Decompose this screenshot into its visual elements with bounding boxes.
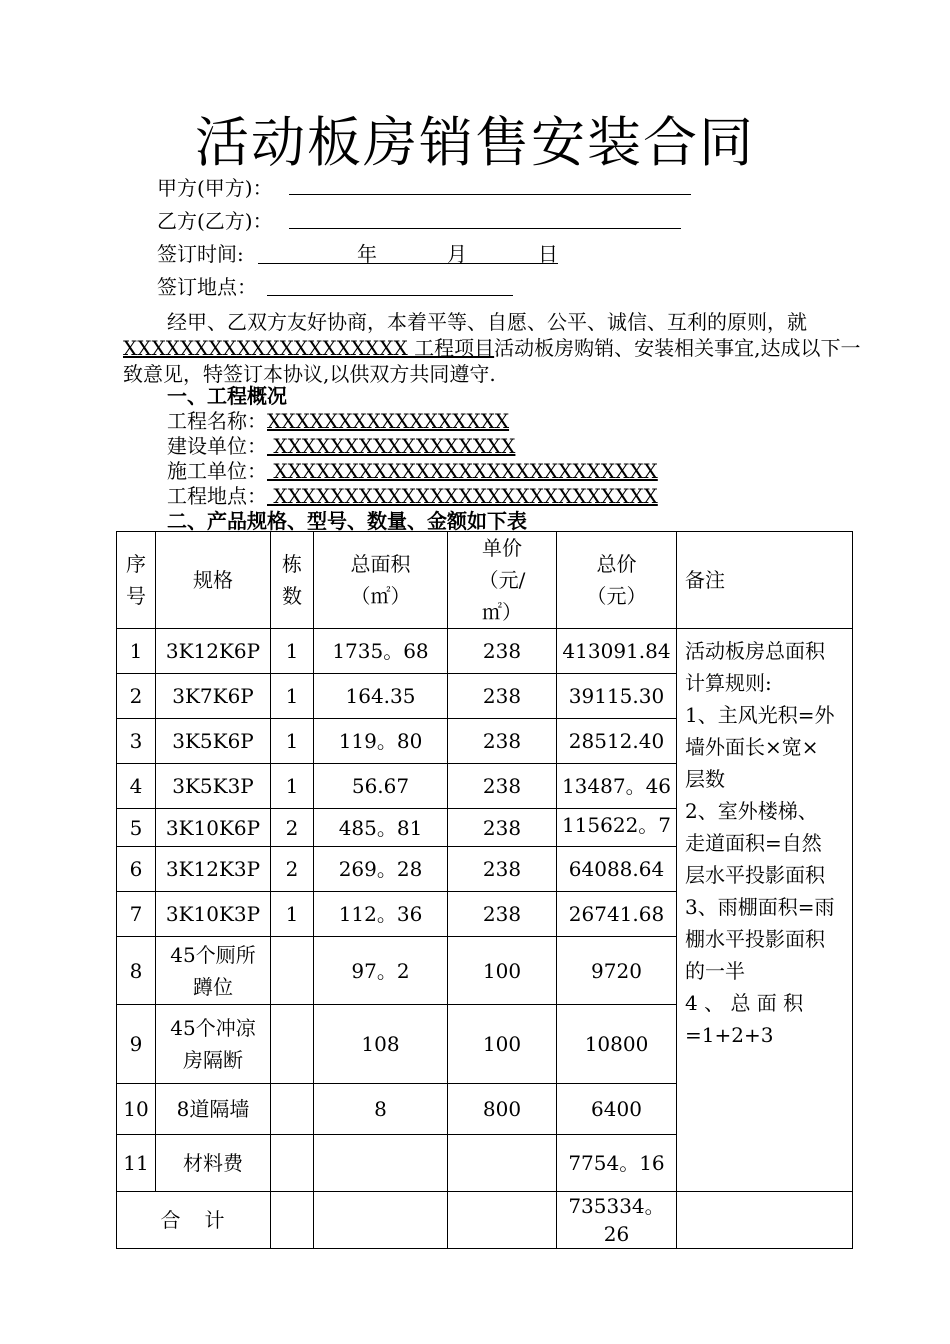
info-contractor — [167, 459, 658, 484]
info-label: 工程地点： — [167, 484, 267, 508]
remark-line: 4 、 总 面 积 — [685, 991, 804, 1015]
cell-area — [314, 1135, 448, 1192]
cell-total: 26741.68 — [557, 892, 677, 937]
cell-total: 64088.64 — [557, 847, 677, 892]
cell-units: 1 — [271, 629, 314, 674]
cell-no: 5 — [117, 809, 156, 847]
cell-price: 238 — [448, 892, 557, 937]
cell-area: 56.67 — [314, 764, 448, 809]
cell-area: 97。2 — [314, 937, 448, 1005]
cell-area: 485。81 — [314, 809, 448, 847]
intro-paragraph — [123, 309, 861, 387]
cell-area: 164.35 — [314, 674, 448, 719]
cell-area: 119。80 — [314, 719, 448, 764]
remark-line: 墙外面长×宽× — [685, 735, 819, 759]
cell-units — [271, 937, 314, 1005]
info-label: 施工单位： — [167, 459, 267, 483]
cell-no: 8 — [117, 937, 156, 1005]
cell-spec: 材料费 — [156, 1135, 271, 1192]
remark-line: 棚水平投影面积 — [685, 927, 825, 951]
remark-line: 层数 — [685, 767, 725, 791]
info-value: XXXXXXXXXXXXXXXXX — [267, 409, 510, 433]
remark-line: 走道面积=自然 — [685, 831, 822, 855]
cell-total: 7754。16 — [557, 1135, 677, 1192]
sign-time-line[interactable] — [258, 263, 558, 264]
cell-total: 10800 — [557, 1005, 677, 1084]
header-price: 单价（元/㎡） — [448, 532, 557, 629]
cell-units: 1 — [271, 719, 314, 764]
cell-area: 1735。68 — [314, 629, 448, 674]
cell-area: 108 — [314, 1005, 448, 1084]
intro-part1: 经甲、乙双方友好协商，本着平等、自愿、公平、诚信、互利的原则，就 — [167, 310, 807, 334]
cell-price: 238 — [448, 674, 557, 719]
cell-no: 10 — [117, 1084, 156, 1135]
info-location — [167, 484, 658, 509]
table-total-row — [117, 1192, 853, 1249]
remark-line: =1+2+3 — [685, 1023, 774, 1047]
cell-no: 3 — [117, 719, 156, 764]
date-month: 月 — [447, 242, 467, 266]
cell-price: 238 — [448, 629, 557, 674]
cell-spec: 3K5K3P — [156, 764, 271, 809]
cell-spec: 3K10K6P — [156, 809, 271, 847]
header-units: 栋数 — [271, 532, 314, 629]
cell-spec: 3K12K6P — [156, 629, 271, 674]
sign-place-line[interactable] — [267, 295, 513, 296]
intro-part2: 活动板房购销、安装相关事宜,达成以下一致意见，特签订本协议,以供双方共同遵守. — [123, 336, 861, 386]
remark-line: 活动板房总面积 — [685, 639, 825, 663]
cell-units: 2 — [271, 809, 314, 847]
party-a-line[interactable] — [289, 194, 691, 195]
cell-spec: 45个厕所蹲位 — [156, 937, 271, 1005]
total-remark-empty — [677, 1192, 853, 1249]
total-value: 735334。26 — [557, 1192, 677, 1249]
section1-heading: 一、工程概况 — [167, 384, 287, 408]
cell-spec: 45个冲凉房隔断 — [156, 1005, 271, 1084]
cell-price: 238 — [448, 719, 557, 764]
info-value: XXXXXXXXXXXXXXXXX — [267, 434, 516, 458]
total-label: 合 计 — [117, 1192, 271, 1249]
remark-cell — [677, 629, 853, 1192]
total-units-empty — [271, 1192, 314, 1249]
cell-total: 28512.40 — [557, 719, 677, 764]
table-row — [117, 629, 853, 674]
section2-heading: 二、产品规格、型号、数量、金额如下表 — [167, 509, 527, 533]
cell-area: 112。36 — [314, 892, 448, 937]
header-no: 序号 — [117, 532, 156, 629]
cell-no: 2 — [117, 674, 156, 719]
cell-spec: 3K5K6P — [156, 719, 271, 764]
cell-total: 39115.30 — [557, 674, 677, 719]
cell-no: 6 — [117, 847, 156, 892]
cell-price — [448, 1135, 557, 1192]
cell-units: 1 — [271, 764, 314, 809]
sign-time-label: 签订时间: — [157, 242, 244, 266]
cell-no: 11 — [117, 1135, 156, 1192]
date-year: 年 — [357, 242, 377, 266]
cell-no: 7 — [117, 892, 156, 937]
info-project-name — [167, 409, 509, 434]
header-spec: 规格 — [156, 532, 271, 629]
cell-units: 1 — [271, 892, 314, 937]
cell-no: 1 — [117, 629, 156, 674]
cell-area: 269。28 — [314, 847, 448, 892]
product-table — [116, 531, 853, 1249]
cell-total: 413091.84 — [557, 629, 677, 674]
cell-price: 100 — [448, 937, 557, 1005]
info-label: 建设单位： — [167, 434, 267, 458]
cell-total: 6400 — [557, 1084, 677, 1135]
total-area-empty — [314, 1192, 448, 1249]
party-a-label: 甲方(甲方)： — [157, 176, 273, 200]
cell-units: 2 — [271, 847, 314, 892]
info-value: XXXXXXXXXXXXXXXXXXXXXXXXXXX — [267, 459, 658, 483]
header-remark: 备注 — [677, 532, 853, 629]
info-value: XXXXXXXXXXXXXXXXXXXXXXXXXXX — [267, 484, 658, 508]
sign-place-label: 签订地点： — [157, 275, 257, 299]
remark-line: 层水平投影面积 — [685, 863, 825, 887]
party-b-label: 乙方(乙方)： — [157, 209, 273, 233]
cell-price: 238 — [448, 764, 557, 809]
cell-total: 115622。7 — [557, 809, 677, 847]
cell-spec: 3K7K6P — [156, 674, 271, 719]
remark-line: 3、雨棚面积=雨 — [685, 895, 835, 919]
cell-units — [271, 1005, 314, 1084]
cell-price: 238 — [448, 847, 557, 892]
cell-spec: 3K10K3P — [156, 892, 271, 937]
cell-units — [271, 1135, 314, 1192]
cell-total: 13487。46 — [557, 764, 677, 809]
table-header-row — [117, 532, 853, 629]
party-b-line[interactable] — [289, 228, 681, 229]
remark-line: 的一半 — [685, 959, 745, 983]
cell-no: 4 — [117, 764, 156, 809]
info-builder — [167, 434, 515, 459]
cell-price: 238 — [448, 809, 557, 847]
cell-price: 100 — [448, 1005, 557, 1084]
remark-line: 1、主风光积=外 — [685, 703, 835, 727]
intro-project: XXXXXXXXXXXXXXXXXXXX 工程项目 — [123, 336, 495, 360]
cell-spec: 8道隔墙 — [156, 1084, 271, 1135]
remark-line: 2、室外楼梯、 — [685, 799, 818, 823]
cell-area: 8 — [314, 1084, 448, 1135]
date-day: 日 — [538, 242, 558, 266]
header-total: 总价（元） — [557, 532, 677, 629]
info-label: 工程名称： — [167, 409, 267, 433]
cell-total: 9720 — [557, 937, 677, 1005]
total-price-empty — [448, 1192, 557, 1249]
cell-spec: 3K12K3P — [156, 847, 271, 892]
cell-price: 800 — [448, 1084, 557, 1135]
document-title: 活动板房销售安装合同 — [195, 111, 755, 174]
cell-units: 1 — [271, 674, 314, 719]
remark-line: 计算规则: — [685, 671, 772, 695]
header-area: 总面积（㎡） — [314, 532, 448, 629]
cell-no: 9 — [117, 1005, 156, 1084]
cell-units — [271, 1084, 314, 1135]
